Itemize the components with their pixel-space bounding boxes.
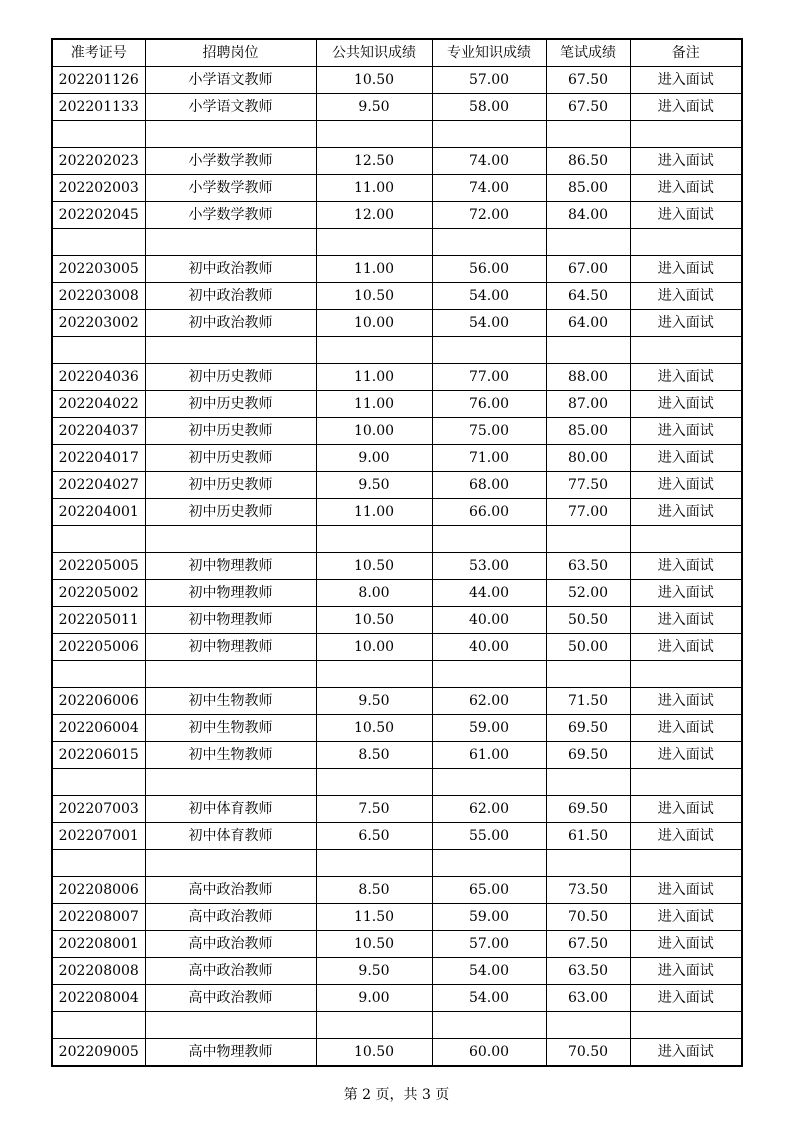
written-score-cell: 63.00 — [546, 985, 630, 1012]
position-cell: 初中政治教师 — [145, 256, 316, 283]
professional-score-cell — [432, 1012, 546, 1039]
remark-cell: 进入面试 — [630, 256, 742, 283]
remark-cell — [630, 229, 742, 256]
public-score-cell: 12.00 — [316, 202, 432, 229]
exam-id-cell — [52, 121, 145, 148]
table-spacer-row — [52, 769, 742, 796]
public-score-cell: 10.00 — [316, 634, 432, 661]
remark-cell: 进入面试 — [630, 553, 742, 580]
written-score-cell: 64.50 — [546, 283, 630, 310]
written-score-cell: 87.00 — [546, 391, 630, 418]
remark-cell: 进入面试 — [630, 283, 742, 310]
remark-cell: 进入面试 — [630, 202, 742, 229]
exam-id-cell: 202209005 — [52, 1039, 145, 1067]
written-score-cell: 61.50 — [546, 823, 630, 850]
table-row — [52, 175, 742, 202]
position-cell: 小学数学教师 — [145, 202, 316, 229]
exam-id-cell — [52, 661, 145, 688]
table-row — [52, 256, 742, 283]
professional-score-cell — [432, 526, 546, 553]
exam-id-cell: 202207001 — [52, 823, 145, 850]
written-score-cell — [546, 337, 630, 364]
written-score-cell: 63.50 — [546, 553, 630, 580]
written-score-cell: 69.50 — [546, 796, 630, 823]
exam-id-cell — [52, 769, 145, 796]
exam-id-cell: 202205005 — [52, 553, 145, 580]
exam-id-cell: 202206015 — [52, 742, 145, 769]
professional-score-cell: 60.00 — [432, 1039, 546, 1067]
remark-cell: 进入面试 — [630, 175, 742, 202]
public-score-cell: 9.00 — [316, 445, 432, 472]
exam-id-cell: 202205002 — [52, 580, 145, 607]
remark-cell: 进入面试 — [630, 796, 742, 823]
professional-score-cell: 65.00 — [432, 877, 546, 904]
table-row — [52, 580, 742, 607]
public-score-cell: 10.00 — [316, 310, 432, 337]
public-score-cell: 12.50 — [316, 148, 432, 175]
remark-cell: 进入面试 — [630, 958, 742, 985]
exam-id-cell — [52, 526, 145, 553]
professional-score-cell: 57.00 — [432, 67, 546, 94]
table-spacer-row — [52, 121, 742, 148]
remark-cell — [630, 769, 742, 796]
professional-score-cell: 44.00 — [432, 580, 546, 607]
professional-score-cell: 74.00 — [432, 148, 546, 175]
professional-score-cell: 54.00 — [432, 283, 546, 310]
table-spacer-row — [52, 850, 742, 877]
table-row — [52, 283, 742, 310]
written-score-cell — [546, 661, 630, 688]
public-score-cell: 9.50 — [316, 472, 432, 499]
exam-id-cell: 202204036 — [52, 364, 145, 391]
table-row — [52, 823, 742, 850]
remark-cell: 进入面试 — [630, 94, 742, 121]
professional-score-cell: 40.00 — [432, 634, 546, 661]
remark-cell: 进入面试 — [630, 742, 742, 769]
table-row — [52, 742, 742, 769]
exam-id-cell: 202202003 — [52, 175, 145, 202]
public-score-cell — [316, 850, 432, 877]
exam-id-cell: 202204027 — [52, 472, 145, 499]
remark-cell: 进入面试 — [630, 715, 742, 742]
professional-score-cell: 54.00 — [432, 958, 546, 985]
remark-cell: 进入面试 — [630, 67, 742, 94]
written-score-cell: 77.00 — [546, 499, 630, 526]
professional-score-cell: 74.00 — [432, 175, 546, 202]
table-row — [52, 391, 742, 418]
public-score-cell: 10.50 — [316, 931, 432, 958]
professional-score-cell: 77.00 — [432, 364, 546, 391]
written-score-cell: 84.00 — [546, 202, 630, 229]
position-cell: 初中政治教师 — [145, 310, 316, 337]
written-score-cell: 73.50 — [546, 877, 630, 904]
exam-id-cell: 202201133 — [52, 94, 145, 121]
table-row — [52, 364, 742, 391]
professional-score-cell: 62.00 — [432, 688, 546, 715]
table-row — [52, 634, 742, 661]
exam-id-cell: 202207003 — [52, 796, 145, 823]
exam-id-cell: 202203008 — [52, 283, 145, 310]
written-score-cell: 52.00 — [546, 580, 630, 607]
position-cell — [145, 337, 316, 364]
professional-score-cell: 57.00 — [432, 931, 546, 958]
header-remark: 备注 — [630, 39, 742, 67]
written-score-cell — [546, 1012, 630, 1039]
written-score-cell: 70.50 — [546, 904, 630, 931]
table-row — [52, 904, 742, 931]
public-score-cell: 10.50 — [316, 553, 432, 580]
position-cell: 初中历史教师 — [145, 391, 316, 418]
table-spacer-row — [52, 337, 742, 364]
exam-id-cell: 202208001 — [52, 931, 145, 958]
table-row — [52, 607, 742, 634]
public-score-cell: 11.00 — [316, 256, 432, 283]
remark-cell — [630, 1012, 742, 1039]
position-cell: 初中历史教师 — [145, 445, 316, 472]
public-score-cell: 11.00 — [316, 499, 432, 526]
written-score-cell — [546, 769, 630, 796]
exam-id-cell: 202204017 — [52, 445, 145, 472]
professional-score-cell: 75.00 — [432, 418, 546, 445]
exam-id-cell — [52, 850, 145, 877]
table-row — [52, 553, 742, 580]
table-row — [52, 472, 742, 499]
remark-cell: 进入面试 — [630, 310, 742, 337]
table-row — [52, 985, 742, 1012]
professional-score-cell: 40.00 — [432, 607, 546, 634]
exam-id-cell: 202208004 — [52, 985, 145, 1012]
public-score-cell: 11.00 — [316, 364, 432, 391]
professional-score-cell: 59.00 — [432, 904, 546, 931]
remark-cell — [630, 337, 742, 364]
professional-score-cell — [432, 229, 546, 256]
public-score-cell: 9.00 — [316, 985, 432, 1012]
table-row — [52, 418, 742, 445]
table-row — [52, 67, 742, 94]
remark-cell: 进入面试 — [630, 904, 742, 931]
professional-score-cell: 54.00 — [432, 310, 546, 337]
professional-score-cell: 59.00 — [432, 715, 546, 742]
public-score-cell: 8.00 — [316, 580, 432, 607]
written-score-cell — [546, 526, 630, 553]
public-score-cell — [316, 337, 432, 364]
position-cell: 初中物理教师 — [145, 580, 316, 607]
remark-cell: 进入面试 — [630, 1039, 742, 1067]
exam-id-cell: 202204037 — [52, 418, 145, 445]
table-body — [52, 67, 742, 1067]
written-score-cell: 85.00 — [546, 175, 630, 202]
written-score-cell: 86.50 — [546, 148, 630, 175]
written-score-cell: 71.50 — [546, 688, 630, 715]
exam-id-cell: 202208008 — [52, 958, 145, 985]
public-score-cell: 11.00 — [316, 391, 432, 418]
remark-cell: 进入面试 — [630, 580, 742, 607]
exam-id-cell: 202201126 — [52, 67, 145, 94]
written-score-cell: 50.50 — [546, 607, 630, 634]
public-score-cell: 10.50 — [316, 67, 432, 94]
table-spacer-row — [52, 229, 742, 256]
remark-cell: 进入面试 — [630, 607, 742, 634]
page-footer: 第 2 页，共 3 页 — [343, 1087, 450, 1103]
public-score-cell: 9.50 — [316, 688, 432, 715]
exam-id-cell: 202208007 — [52, 904, 145, 931]
remark-cell — [630, 121, 742, 148]
remark-cell: 进入面试 — [630, 931, 742, 958]
position-cell: 高中物理教师 — [145, 1039, 316, 1067]
professional-score-cell: 71.00 — [432, 445, 546, 472]
exam-id-cell: 202206006 — [52, 688, 145, 715]
remark-cell: 进入面试 — [630, 499, 742, 526]
table-row — [52, 445, 742, 472]
position-cell: 初中体育教师 — [145, 823, 316, 850]
public-score-cell: 10.50 — [316, 607, 432, 634]
remark-cell: 进入面试 — [630, 985, 742, 1012]
public-score-cell: 9.50 — [316, 94, 432, 121]
professional-score-cell: 53.00 — [432, 553, 546, 580]
position-cell: 高中政治教师 — [145, 877, 316, 904]
public-score-cell — [316, 229, 432, 256]
table-row — [52, 877, 742, 904]
exam-id-cell: 202204001 — [52, 499, 145, 526]
professional-score-cell: 55.00 — [432, 823, 546, 850]
exam-id-cell — [52, 1012, 145, 1039]
position-cell: 初中物理教师 — [145, 634, 316, 661]
position-cell — [145, 769, 316, 796]
remark-cell: 进入面试 — [630, 418, 742, 445]
professional-score-cell — [432, 850, 546, 877]
position-cell — [145, 850, 316, 877]
exam-id-cell: 202202023 — [52, 148, 145, 175]
written-score-cell: 67.50 — [546, 931, 630, 958]
table-spacer-row — [52, 526, 742, 553]
position-cell — [145, 229, 316, 256]
position-cell — [145, 661, 316, 688]
public-score-cell — [316, 526, 432, 553]
table-row — [52, 94, 742, 121]
exam-id-cell — [52, 337, 145, 364]
position-cell: 初中物理教师 — [145, 553, 316, 580]
position-cell: 小学数学教师 — [145, 148, 316, 175]
position-cell: 高中政治教师 — [145, 985, 316, 1012]
written-score-cell: 67.50 — [546, 67, 630, 94]
position-cell: 高中政治教师 — [145, 958, 316, 985]
public-score-cell: 8.50 — [316, 742, 432, 769]
public-score-cell — [316, 769, 432, 796]
written-score-cell: 80.00 — [546, 445, 630, 472]
position-cell: 初中历史教师 — [145, 364, 316, 391]
public-score-cell: 11.50 — [316, 904, 432, 931]
exam-id-cell: 202208006 — [52, 877, 145, 904]
remark-cell: 进入面试 — [630, 445, 742, 472]
remark-cell: 进入面试 — [630, 877, 742, 904]
exam-id-cell: 202205006 — [52, 634, 145, 661]
remark-cell: 进入面试 — [630, 823, 742, 850]
table-row — [52, 499, 742, 526]
public-score-cell: 10.50 — [316, 283, 432, 310]
position-cell: 初中生物教师 — [145, 715, 316, 742]
position-cell: 初中生物教师 — [145, 742, 316, 769]
professional-score-cell: 56.00 — [432, 256, 546, 283]
professional-score-cell: 72.00 — [432, 202, 546, 229]
public-score-cell: 10.50 — [316, 1039, 432, 1067]
public-score-cell: 9.50 — [316, 958, 432, 985]
written-score-cell: 64.00 — [546, 310, 630, 337]
exam-id-cell: 202205011 — [52, 607, 145, 634]
public-score-cell: 8.50 — [316, 877, 432, 904]
header-professional-score: 专业知识成绩 — [432, 39, 546, 67]
table-row — [52, 931, 742, 958]
public-score-cell: 7.50 — [316, 796, 432, 823]
position-cell: 初中体育教师 — [145, 796, 316, 823]
exam-id-cell — [52, 229, 145, 256]
position-cell — [145, 121, 316, 148]
public-score-cell — [316, 661, 432, 688]
written-score-cell: 69.50 — [546, 742, 630, 769]
position-cell: 初中历史教师 — [145, 472, 316, 499]
table-row — [52, 202, 742, 229]
professional-score-cell — [432, 661, 546, 688]
table-row — [52, 688, 742, 715]
table-spacer-row — [52, 661, 742, 688]
position-cell: 小学语文教师 — [145, 67, 316, 94]
remark-cell: 进入面试 — [630, 688, 742, 715]
header-written-score: 笔试成绩 — [546, 39, 630, 67]
exam-id-cell: 202204022 — [52, 391, 145, 418]
remark-cell: 进入面试 — [630, 634, 742, 661]
written-score-cell: 70.50 — [546, 1039, 630, 1067]
written-score-cell: 88.00 — [546, 364, 630, 391]
written-score-cell: 50.00 — [546, 634, 630, 661]
header-row — [52, 39, 742, 67]
table-row — [52, 1039, 742, 1067]
header-public-score: 公共知识成绩 — [316, 39, 432, 67]
public-score-cell — [316, 121, 432, 148]
public-score-cell: 11.00 — [316, 175, 432, 202]
table-row — [52, 958, 742, 985]
public-score-cell: 10.00 — [316, 418, 432, 445]
public-score-cell — [316, 1012, 432, 1039]
header-exam-id: 准考证号 — [52, 39, 145, 67]
professional-score-cell: 54.00 — [432, 985, 546, 1012]
written-score-cell — [546, 229, 630, 256]
remark-cell: 进入面试 — [630, 472, 742, 499]
position-cell: 初中历史教师 — [145, 418, 316, 445]
position-cell: 初中历史教师 — [145, 499, 316, 526]
table-row — [52, 796, 742, 823]
written-score-cell: 63.50 — [546, 958, 630, 985]
written-score-cell: 85.00 — [546, 418, 630, 445]
written-score-cell — [546, 121, 630, 148]
score-table — [51, 38, 743, 1067]
written-score-cell: 69.50 — [546, 715, 630, 742]
professional-score-cell — [432, 769, 546, 796]
written-score-cell: 77.50 — [546, 472, 630, 499]
position-cell: 初中生物教师 — [145, 688, 316, 715]
written-score-cell: 67.50 — [546, 94, 630, 121]
public-score-cell: 6.50 — [316, 823, 432, 850]
remark-cell — [630, 661, 742, 688]
remark-cell: 进入面试 — [630, 391, 742, 418]
position-cell — [145, 526, 316, 553]
remark-cell: 进入面试 — [630, 148, 742, 175]
table-row — [52, 310, 742, 337]
professional-score-cell — [432, 337, 546, 364]
exam-id-cell: 202203005 — [52, 256, 145, 283]
professional-score-cell: 68.00 — [432, 472, 546, 499]
table-row — [52, 715, 742, 742]
position-cell: 小学数学教师 — [145, 175, 316, 202]
professional-score-cell — [432, 121, 546, 148]
remark-cell — [630, 526, 742, 553]
position-cell: 高中政治教师 — [145, 931, 316, 958]
position-cell: 初中物理教师 — [145, 607, 316, 634]
position-cell: 高中政治教师 — [145, 904, 316, 931]
professional-score-cell: 58.00 — [432, 94, 546, 121]
remark-cell — [630, 850, 742, 877]
written-score-cell — [546, 850, 630, 877]
table-spacer-row — [52, 1012, 742, 1039]
exam-id-cell: 202203002 — [52, 310, 145, 337]
position-cell: 初中政治教师 — [145, 283, 316, 310]
exam-id-cell: 202206004 — [52, 715, 145, 742]
public-score-cell: 10.50 — [316, 715, 432, 742]
professional-score-cell: 61.00 — [432, 742, 546, 769]
position-cell: 小学语文教师 — [145, 94, 316, 121]
professional-score-cell: 62.00 — [432, 796, 546, 823]
written-score-cell: 67.00 — [546, 256, 630, 283]
position-cell — [145, 1012, 316, 1039]
header-position: 招聘岗位 — [145, 39, 316, 67]
exam-id-cell: 202202045 — [52, 202, 145, 229]
remark-cell: 进入面试 — [630, 364, 742, 391]
table-row — [52, 148, 742, 175]
professional-score-cell: 66.00 — [432, 499, 546, 526]
professional-score-cell: 76.00 — [432, 391, 546, 418]
